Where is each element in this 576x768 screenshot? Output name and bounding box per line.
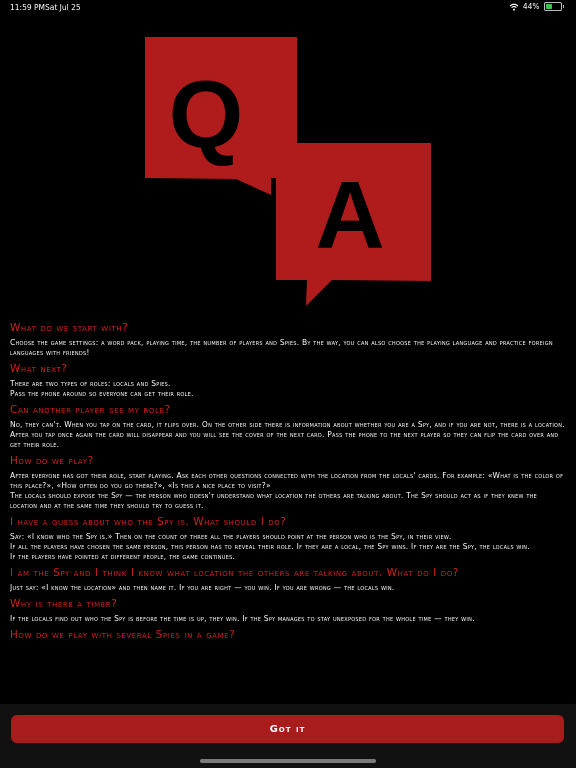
faq-answer: No, they can't. When you tap on the card, it flips over. On the other side there is information about whether you are a Spy, and if you are not, there is a location. After you tap once again the card will disappear and you will see the cover of the next card. Pass the phone to the next player so they can flip the card over and get their role. — [10, 420, 565, 449]
question-letter: Q — [168, 61, 244, 168]
faq-answer: If the locals find out who the Spy is before the time is up, they win. If the Spy manages to stay unexposed for the whole time — they win. — [10, 614, 475, 623]
faq-question: Can another player see my role? — [10, 404, 171, 416]
status-date: Sat Jul 25 — [45, 3, 81, 12]
status-time: 11:59 PM — [10, 3, 45, 12]
faq-answer: Choose the game settings: a word pack, playing time, the number of players and Spies. By the way, you can also choose the playing language and practice foreign languages with friends! — [10, 338, 553, 357]
faq-question: What next? — [10, 363, 68, 375]
faq-answer: Say: «I know who the Spy is.» Then on the count of three all the players should point at the person who is the Spy, in their view. If all the players have chosen the same person, this person has to reveal their role. If they are a local, the Spy wins. If they are the Spy, the locals win. If the players have pointed at different people, the game continues. — [10, 532, 530, 561]
answer-letter: A — [315, 162, 385, 269]
faq-question: How do we play with several Spies in a game? — [10, 629, 236, 641]
home-indicator[interactable] — [200, 759, 376, 763]
faq-question: What do we start with? — [10, 322, 129, 334]
faq-question: I am the Spy and I think I know what location the others are talking about. What do I do? — [10, 567, 459, 579]
faq-question: How do we play? — [10, 455, 94, 467]
faq-section — [10, 567, 566, 593]
faq-section — [10, 404, 566, 450]
faq-section — [10, 598, 566, 624]
faq-answer: After everyone has got their role, start playing. Ask each other questions connected with the location from the locals' cards. For example: «What is the color of this place?», «How often do you go there?», «Is this a nice place to visit?» The locals should expose the Spy — the person who doesn't understand what location the others are talking about. The Spy should act as if they knew the location and at the same time they should try to guess it. — [10, 471, 564, 510]
faq-section — [10, 363, 566, 399]
faq-section — [10, 322, 566, 358]
faq-section — [10, 455, 566, 511]
faq-question: Why is there a timer? — [10, 598, 118, 610]
battery-percent: 44% — [522, 2, 540, 11]
faq-content[interactable] — [10, 322, 566, 704]
got-it-button[interactable]: Got it — [11, 715, 564, 743]
qa-logo — [0, 0, 576, 320]
faq-answer: Just say: «I know the location» and then name it. If you are right — you win. If you are wrong — the locals win. — [10, 583, 395, 592]
faq-section — [10, 516, 566, 562]
faq-section — [10, 629, 566, 642]
faq-question: I have a guess about who the Spy is. What should I do? — [10, 516, 287, 528]
faq-answer: There are two types of roles: locals and Spies. Pass the phone around so everyone can get their role. — [10, 379, 194, 398]
